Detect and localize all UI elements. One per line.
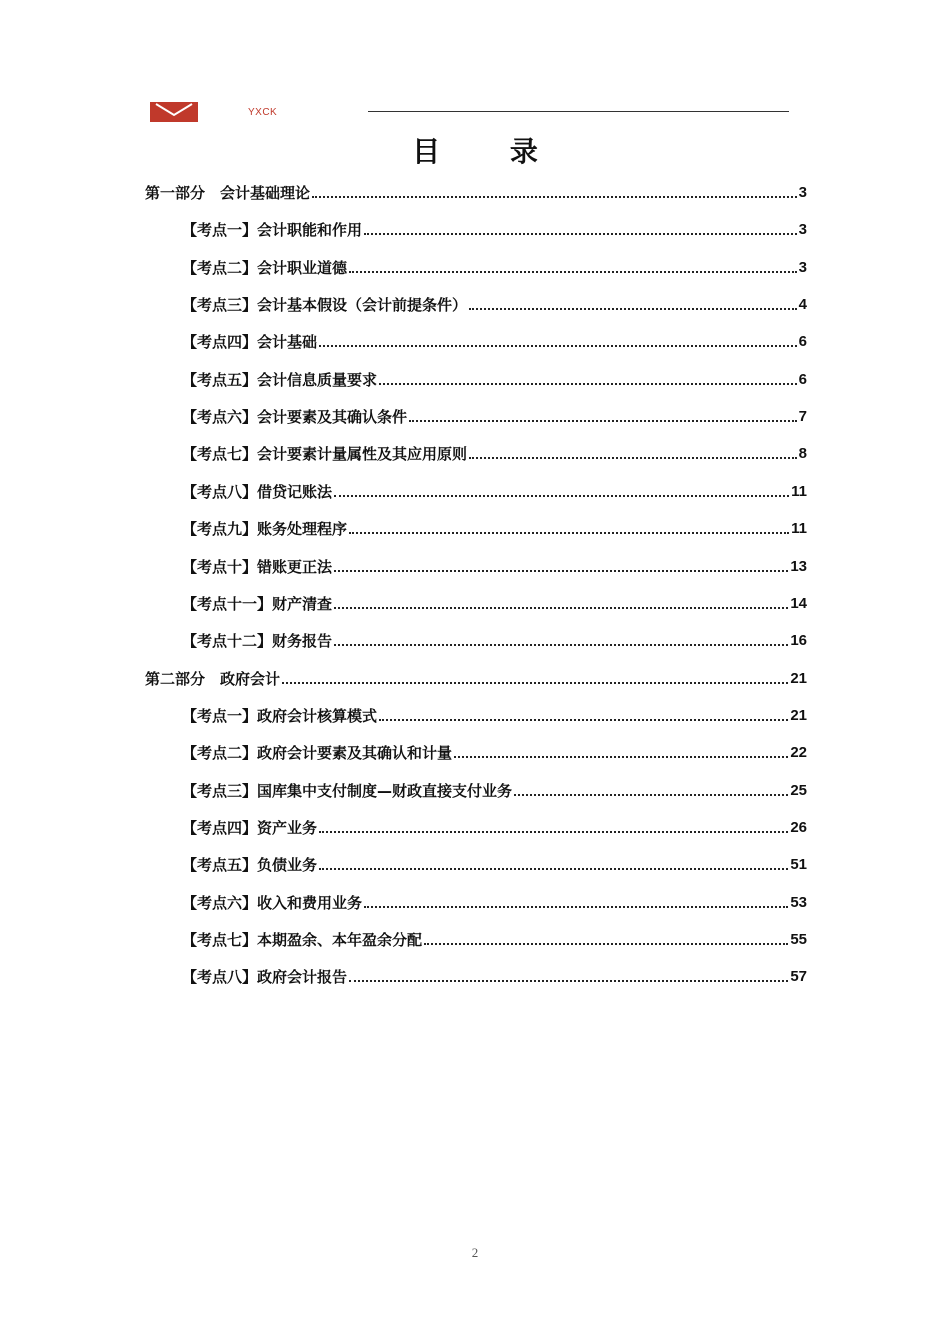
toc-entry-page: 26	[790, 818, 807, 836]
toc-entry-label: 【考点八】政府会计报告	[182, 968, 348, 987]
toc-item-entry[interactable]	[182, 219, 807, 241]
toc-entry-label: 【考点五】会计信息质量要求	[182, 370, 378, 389]
toc-dot-leader	[364, 906, 788, 908]
toc-dot-leader	[469, 457, 797, 459]
toc-entry-label: 【考点五】负债业务	[182, 856, 318, 875]
toc-item-entry[interactable]	[182, 966, 807, 988]
toc-entry-label: 【考点十二】财务报告	[182, 632, 333, 651]
toc-item-entry[interactable]	[182, 257, 807, 279]
toc-item-entry[interactable]	[182, 817, 807, 839]
toc-entry-page: 21	[790, 706, 807, 724]
toc-entry-page: 3	[798, 184, 807, 201]
toc-entry-page: 4	[798, 296, 807, 314]
toc-item-entry[interactable]	[182, 369, 807, 391]
toc-item-entry[interactable]	[182, 443, 807, 465]
toc-entry-page: 25	[790, 781, 807, 799]
toc-entry-label: 【考点三】会计基本假设（会计前提条件）	[182, 296, 468, 315]
toc-item-entry[interactable]	[182, 406, 807, 428]
toc-dot-leader	[454, 756, 788, 758]
toc-entry-label: 【考点二】会计职业道德	[182, 258, 348, 277]
toc-item-entry[interactable]	[182, 331, 807, 353]
toc-entry-label: 【考点八】借贷记账法	[182, 482, 333, 501]
toc-item-entry[interactable]	[182, 593, 807, 615]
toc-dot-leader	[319, 345, 797, 347]
toc-entry-page: 6	[798, 333, 807, 351]
toc-entry-page: 14	[790, 594, 807, 612]
toc-entry-label: 【考点四】会计基础	[182, 333, 318, 352]
toc-dot-leader	[469, 308, 797, 310]
toc-item-entry[interactable]	[182, 892, 807, 914]
toc-entry-label: 【考点七】会计要素计量属性及其应用原则	[182, 445, 468, 464]
toc-entry-label: 【考点六】收入和费用业务	[182, 893, 363, 912]
toc-entry-page: 3	[798, 258, 807, 276]
toc-entry-label: 【考点二】政府会计要素及其确认和计量	[182, 744, 453, 763]
toc-dot-leader	[334, 644, 788, 646]
toc-item-entry[interactable]	[182, 780, 807, 802]
toc-entry-page: 8	[798, 445, 807, 463]
toc-entry-label: 【考点四】资产业务	[182, 818, 318, 837]
toc-item-entry[interactable]	[182, 556, 807, 578]
toc-part-entry[interactable]	[145, 182, 807, 204]
toc-part-entry[interactable]	[145, 668, 807, 690]
toc-entry-page: 57	[790, 968, 807, 986]
toc-entry-label: 【考点十】错账更正法	[182, 557, 333, 576]
toc-entry-page: 11	[791, 482, 807, 500]
toc-dot-leader	[349, 271, 797, 273]
toc-item-entry[interactable]	[182, 518, 807, 540]
toc-entry-page: 6	[798, 370, 807, 388]
toc-entry-page: 55	[790, 931, 807, 948]
toc-dot-leader	[514, 794, 788, 796]
toc-entry-label: 【考点一】政府会计核算模式	[182, 706, 378, 725]
toc-entry-label: 【考点三】国库集中支付制度—财政直接支付业务	[182, 781, 513, 800]
toc-entry-label: 【考点七】本期盈余、本年盈余分配	[182, 931, 423, 949]
toc-item-entry[interactable]	[182, 630, 807, 652]
toc-entry-page: 11	[791, 520, 807, 538]
header-divider	[368, 111, 789, 112]
toc-entry-label: 【考点十一】财产清查	[182, 594, 333, 613]
toc-dot-leader	[409, 420, 797, 422]
toc-dot-leader	[319, 868, 788, 870]
toc-item-entry[interactable]	[182, 854, 807, 876]
toc-dot-leader	[424, 943, 788, 945]
toc-entry-page: 13	[790, 557, 807, 575]
toc-dot-leader	[334, 570, 788, 572]
toc-dot-leader	[379, 383, 797, 385]
toc-entry-label: 第一部分 会计基础理论	[145, 184, 311, 202]
toc-entry-page: 3	[798, 221, 807, 239]
logo-icon	[150, 102, 198, 122]
toc-entry-page: 22	[790, 744, 807, 762]
toc-entry-page: 53	[790, 893, 807, 911]
toc-entry-label: 第二部分 政府会计	[145, 669, 281, 688]
toc-dot-leader	[349, 532, 789, 534]
toc-entry-page: 16	[790, 632, 807, 650]
toc-dot-leader	[334, 607, 788, 609]
toc-entry-page: 51	[790, 856, 807, 874]
toc-dot-leader	[319, 831, 788, 833]
toc-entry-page: 7	[798, 408, 807, 426]
toc-dot-leader	[379, 719, 788, 721]
toc-item-entry[interactable]	[182, 481, 807, 503]
toc-dot-leader	[312, 196, 797, 198]
toc-entry-label: 【考点一】会计职能和作用	[182, 221, 363, 240]
toc-dot-leader	[282, 682, 788, 684]
logo-text: YXCK	[248, 107, 278, 118]
toc-item-entry[interactable]	[182, 742, 807, 764]
page-header	[0, 0, 950, 130]
page-number: 2	[471, 1245, 479, 1260]
toc-item-entry[interactable]	[182, 294, 807, 316]
toc-dot-leader	[334, 495, 789, 497]
toc-item-entry[interactable]	[182, 705, 807, 727]
toc-item-entry[interactable]	[182, 929, 807, 951]
toc-dot-leader	[349, 980, 788, 982]
toc-dot-leader	[364, 233, 797, 235]
toc-entry-label: 【考点六】会计要素及其确认条件	[182, 408, 408, 427]
toc-entry-label: 【考点九】账务处理程序	[182, 520, 348, 539]
page-title: 目 录	[412, 135, 568, 168]
toc-entry-page: 21	[790, 669, 807, 687]
